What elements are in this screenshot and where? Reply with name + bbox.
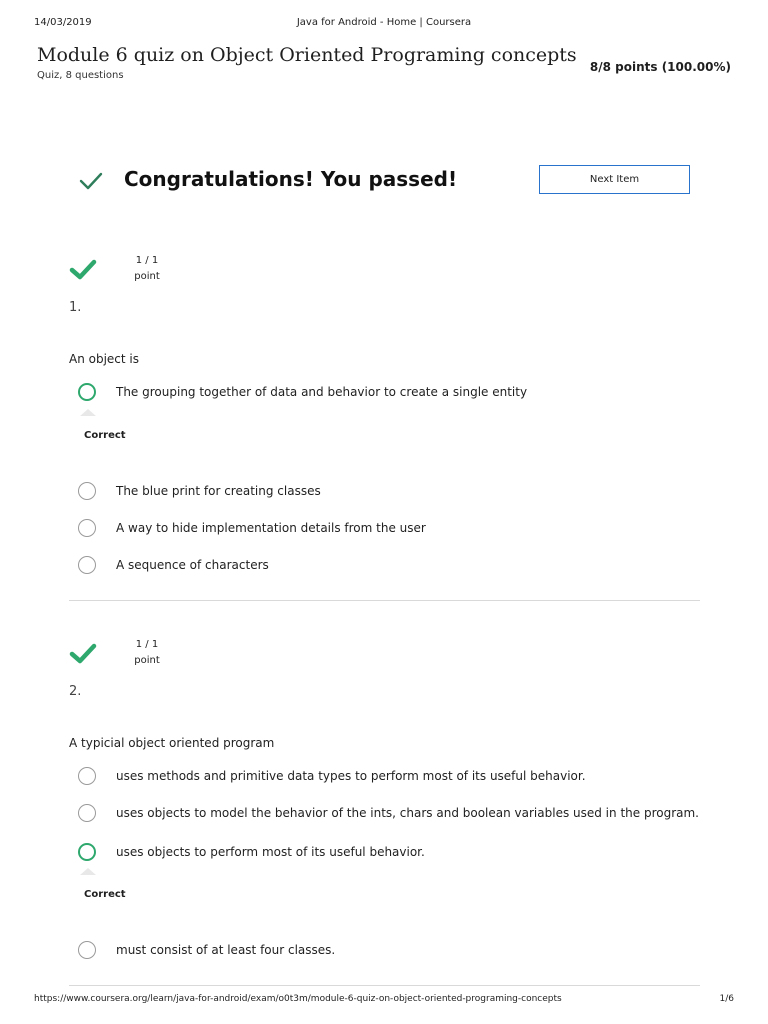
print-date: 14/03/2019 <box>34 17 92 28</box>
radio-unselected-icon[interactable] <box>78 482 96 500</box>
points-value: 1 / 1 <box>135 255 159 266</box>
feedback-correct-label: Correct <box>84 430 126 441</box>
question-divider <box>69 600 700 601</box>
question-number: 1. <box>69 300 82 315</box>
question-number: 2. <box>69 684 82 699</box>
answer-option[interactable] <box>78 766 586 786</box>
answer-option[interactable] <box>78 940 335 960</box>
radio-unselected-icon[interactable] <box>78 804 96 822</box>
answer-option-text: A way to hide implementation details from the user <box>116 521 426 535</box>
question-correct-check-icon <box>69 642 97 666</box>
answer-option[interactable] <box>78 481 321 501</box>
quiz-subtitle: Quiz, 8 questions <box>37 70 124 81</box>
radio-unselected-icon[interactable] <box>78 767 96 785</box>
points-unit: point <box>134 655 160 666</box>
question-prompt: An object is <box>69 352 140 366</box>
question-divider <box>69 985 700 986</box>
answer-option-text: The grouping together of data and behavior to create a single entity <box>116 385 528 399</box>
answer-option-text: The blue print for creating classes <box>116 484 321 498</box>
feedback-correct-label: Correct <box>84 889 126 900</box>
pass-message: Congratulations! You passed! <box>124 167 458 191</box>
pass-check-icon <box>78 168 104 194</box>
answer-option[interactable] <box>78 842 425 862</box>
answer-option[interactable] <box>78 382 527 402</box>
radio-unselected-icon[interactable] <box>78 519 96 537</box>
radio-unselected-icon[interactable] <box>78 556 96 574</box>
quiz-score: 8/8 points (100.00%) <box>589 60 731 74</box>
answer-option[interactable] <box>78 803 699 823</box>
answer-option[interactable] <box>78 555 269 575</box>
points-value: 1 / 1 <box>135 639 159 650</box>
feedback-pointer <box>80 868 96 875</box>
question-prompt: A typicial object oriented program <box>69 736 275 750</box>
print-page-title: Java for Android - Home | Coursera <box>296 17 472 28</box>
radio-selected-icon[interactable] <box>78 843 96 861</box>
radio-selected-icon[interactable] <box>78 383 96 401</box>
points-unit: point <box>134 271 160 282</box>
radio-unselected-icon[interactable] <box>78 941 96 959</box>
answer-option-text: must consist of at least four classes. <box>116 943 336 957</box>
next-item-button[interactable]: Next Item <box>539 165 690 194</box>
answer-option-text: uses methods and primitive data types to perform most of its useful behavior. <box>116 769 586 783</box>
print-url: https://www.coursera.org/learn/java-for-android/exam/o0t3m/module-6-quiz-on-object-oriented-programing-concepts <box>34 994 562 1004</box>
answer-option-text: A sequence of characters <box>116 558 269 572</box>
quiz-title: Module 6 quiz on Object Oriented Programing concepts <box>37 44 577 66</box>
question-correct-check-icon <box>69 258 97 282</box>
answer-option-text: uses objects to perform most of its useful behavior. <box>116 845 425 859</box>
question-points <box>127 637 167 669</box>
answer-option-text: uses objects to model the behavior of the ints, chars and boolean variables used in the program. <box>116 806 699 820</box>
answer-option[interactable] <box>78 518 426 538</box>
question-points <box>127 253 167 285</box>
print-page-number: 1/6 <box>719 994 734 1004</box>
feedback-pointer <box>80 409 96 416</box>
